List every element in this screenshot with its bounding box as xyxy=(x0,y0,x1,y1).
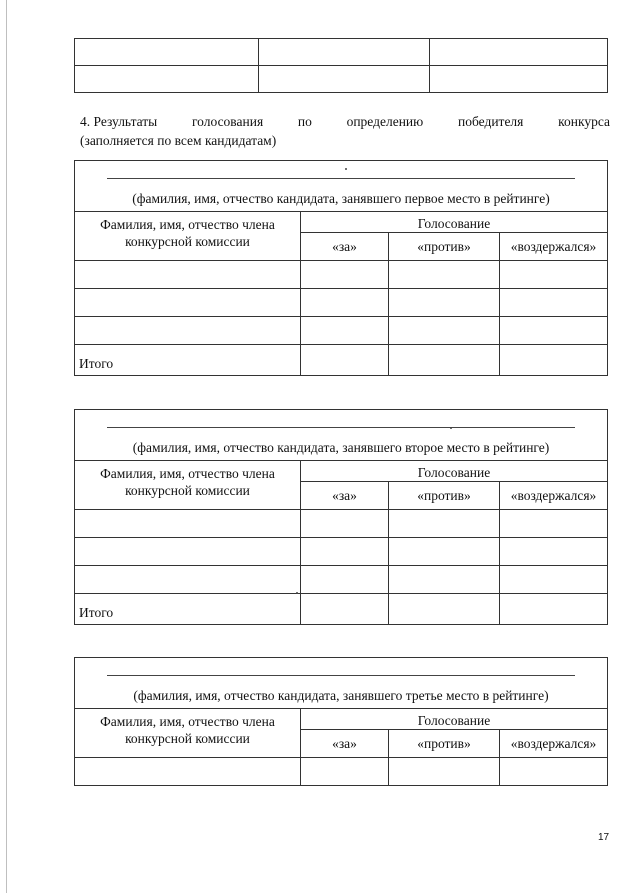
section-heading-line2: (заполняется по всем кандидатам) xyxy=(80,133,277,148)
candidate-name-cell[interactable] xyxy=(75,410,608,461)
total-for-cell[interactable] xyxy=(301,594,389,625)
vote-cell[interactable] xyxy=(301,510,389,538)
vote-cell[interactable] xyxy=(389,538,500,566)
vote-cell[interactable] xyxy=(301,289,389,317)
previous-table-remnant xyxy=(74,38,608,93)
vote-table-first-place xyxy=(74,160,608,376)
total-label: Итого xyxy=(75,594,301,625)
candidate-caption: (фамилия, имя, отчество кандидата, занявшего третье место в рейтинге) xyxy=(133,688,549,703)
vote-cell[interactable] xyxy=(500,538,608,566)
member-cell[interactable] xyxy=(75,538,301,566)
option-against: «против» xyxy=(389,482,500,510)
option-abstain: «воздержался» xyxy=(500,233,608,261)
vote-cell[interactable] xyxy=(389,510,500,538)
member-cell[interactable] xyxy=(75,510,301,538)
option-for: «за» xyxy=(301,482,389,510)
candidate-name-cell[interactable] xyxy=(75,658,608,709)
candidate-name-line xyxy=(107,427,575,428)
heading-word: 4. Результаты xyxy=(80,114,158,129)
vote-cell[interactable] xyxy=(500,510,608,538)
table-row xyxy=(75,538,608,566)
voting-header: Голосование xyxy=(301,709,608,730)
member-cell[interactable] xyxy=(75,289,301,317)
candidate-caption: (фамилия, имя, отчество кандидата, занявшего первое место в рейтинге) xyxy=(132,191,550,206)
vote-cell[interactable] xyxy=(389,317,500,345)
total-against-cell[interactable] xyxy=(389,345,500,376)
member-header: Фамилия, имя, отчество члена конкурсной комиссии xyxy=(75,212,301,261)
candidate-name-cell[interactable] xyxy=(75,161,608,212)
vote-cell[interactable] xyxy=(500,317,608,345)
vote-cell[interactable] xyxy=(389,758,500,786)
option-for: «за» xyxy=(301,730,389,758)
vote-cell[interactable] xyxy=(500,566,608,594)
option-against: «против» xyxy=(389,730,500,758)
scan-speck xyxy=(450,427,452,429)
option-against: «против» xyxy=(389,233,500,261)
table-row xyxy=(75,317,608,345)
table-row xyxy=(75,261,608,289)
voting-header: Голосование xyxy=(301,212,608,233)
vote-cell[interactable] xyxy=(389,261,500,289)
vote-cell[interactable] xyxy=(301,758,389,786)
vote-cell[interactable] xyxy=(500,261,608,289)
heading-word: победителя xyxy=(457,114,524,129)
member-cell[interactable] xyxy=(75,261,301,289)
heading-word: конкурса xyxy=(558,114,610,129)
heading-word: по xyxy=(297,114,312,129)
vote-table-third-place xyxy=(74,657,608,786)
option-for: «за» xyxy=(301,233,389,261)
vote-table-second-place xyxy=(74,409,608,625)
vote-cell[interactable] xyxy=(301,538,389,566)
total-for-cell[interactable] xyxy=(301,345,389,376)
member-cell[interactable] xyxy=(75,758,301,786)
candidate-caption: (фамилия, имя, отчество кандидата, занявшего второе место в рейтинге) xyxy=(132,440,550,455)
table-row xyxy=(75,510,608,538)
voting-header: Голосование xyxy=(301,461,608,482)
vote-cell[interactable] xyxy=(389,566,500,594)
total-row xyxy=(75,345,608,376)
table-row xyxy=(75,758,608,786)
heading-word: определению xyxy=(346,114,424,129)
member-header: Фамилия, имя, отчество члена конкурсной комиссии xyxy=(75,461,301,510)
section-heading xyxy=(80,112,610,150)
total-against-cell[interactable] xyxy=(389,594,500,625)
member-cell[interactable] xyxy=(75,317,301,345)
candidate-name-line xyxy=(107,675,575,676)
vote-cell[interactable] xyxy=(500,758,608,786)
option-abstain: «воздержался» xyxy=(500,482,608,510)
total-label: Итого xyxy=(75,345,301,376)
table-row xyxy=(75,289,608,317)
member-header: Фамилия, имя, отчество члена конкурсной комиссии xyxy=(75,709,301,758)
candidate-name-line xyxy=(107,178,575,179)
member-cell[interactable] xyxy=(75,566,301,594)
total-abstain-cell[interactable] xyxy=(500,345,608,376)
scan-speck xyxy=(345,168,347,170)
vote-cell[interactable] xyxy=(500,289,608,317)
section-heading-line1 xyxy=(80,112,610,131)
vote-cell[interactable] xyxy=(301,261,389,289)
vote-cell[interactable] xyxy=(301,566,389,594)
vote-cell[interactable] xyxy=(389,289,500,317)
total-abstain-cell[interactable] xyxy=(500,594,608,625)
option-abstain: «воздержался» xyxy=(500,730,608,758)
heading-word: голосования xyxy=(191,114,264,129)
vote-cell[interactable] xyxy=(301,317,389,345)
table-row xyxy=(75,566,608,594)
total-row xyxy=(75,594,608,625)
page-number: 17 xyxy=(598,832,610,843)
binding-edge-line xyxy=(6,0,7,893)
scan-speck xyxy=(296,592,298,594)
